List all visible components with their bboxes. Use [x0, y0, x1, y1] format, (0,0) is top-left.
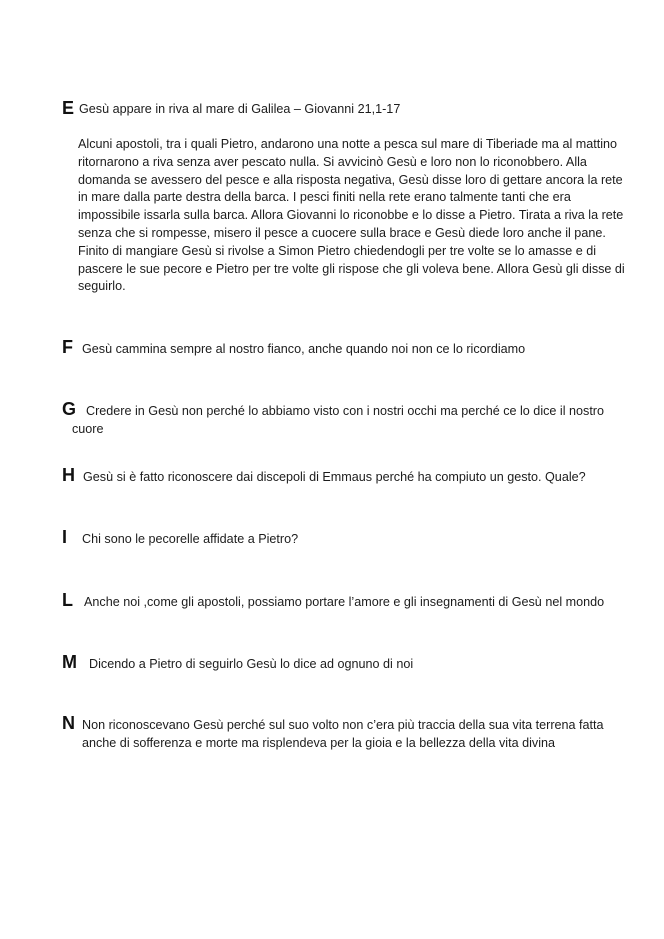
section-line: Dicendo a Pietro di seguirlo Gesù lo dice ad ognuno di noi: [89, 657, 414, 671]
section-letter: M: [62, 652, 77, 672]
section-line: Gesù cammina sempre al nostro fianco, anche quando noi non ce lo ricordiamo: [82, 342, 526, 356]
section-letter: E: [62, 98, 75, 118]
section-line: Anche noi ,come gli apostoli, possiamo portare l’amore e gli insegnamenti di Gesù nel mondo: [84, 595, 605, 609]
body-line: ritornarono a riva senza aver pescato nulla. Si avvicinò Gesù e loro non lo riconobbero. Alla: [78, 154, 587, 169]
section-letter: H: [62, 465, 75, 485]
section-letter: I: [62, 527, 68, 547]
body-line: impossibile issarla sulla barca. Allora Giovanni lo riconobbe e lo disse a Pietro. Tirata a riva la rete: [78, 208, 624, 223]
section-letter: L: [62, 590, 73, 610]
section-line: Non riconoscevano Gesù perché sul suo volto non c’era più traccia della sua vita terrena fatta: [82, 718, 604, 732]
section-line: Credere in Gesù non perché lo abbiamo visto con i nostri occhi ma perché ce lo dice il nostro: [86, 404, 605, 418]
section-line: cuore: [72, 422, 104, 436]
section-line: Chi sono le pecorelle affidate a Pietro?: [82, 532, 299, 546]
section-title: Gesù appare in riva al mare di Galilea – Giovanni 21,1-17: [79, 102, 401, 116]
section-e-body: [78, 136, 630, 296]
section-line: anche di sofferenza e morte ma risplendeva per la gioia e la bellezza della vita divina: [82, 736, 556, 750]
body-line: domanda se avessero del pesce e alla risposta negativa, Gesù disse loro di gettare ancora la rete: [78, 172, 623, 187]
section-line: Gesù si è fatto riconoscere dai discepoli di Emmaus perché ha compiuto un gesto. Quale?: [83, 470, 586, 484]
body-line: senza che si rompesse, misero il pesce a cuocere sulla brace e Gesù diede loro anche il pane.: [78, 225, 606, 240]
body-line: seguirlo.: [78, 279, 126, 294]
section-letter: F: [62, 337, 73, 357]
section-letter: G: [62, 399, 77, 419]
body-line: Alcuni apostoli, tra i quali Pietro, andarono una notte a pesca sul mare di Tiberiade ma al mattino: [78, 137, 618, 151]
section-letter: N: [62, 713, 75, 733]
body-line: pascere le sue pecore e Pietro per tre volte gli rispose che gli voleva bene. Allora Gesù gli disse di: [78, 261, 625, 276]
body-line: Finito di mangiare Gesù si rivolse a Simon Pietro chiedendogli per tre volte se lo amasse e di: [78, 243, 596, 258]
body-line: in mare dalla parte destra della barca. I pesci finiti nella rete erano talmente tanti che era: [78, 190, 571, 205]
